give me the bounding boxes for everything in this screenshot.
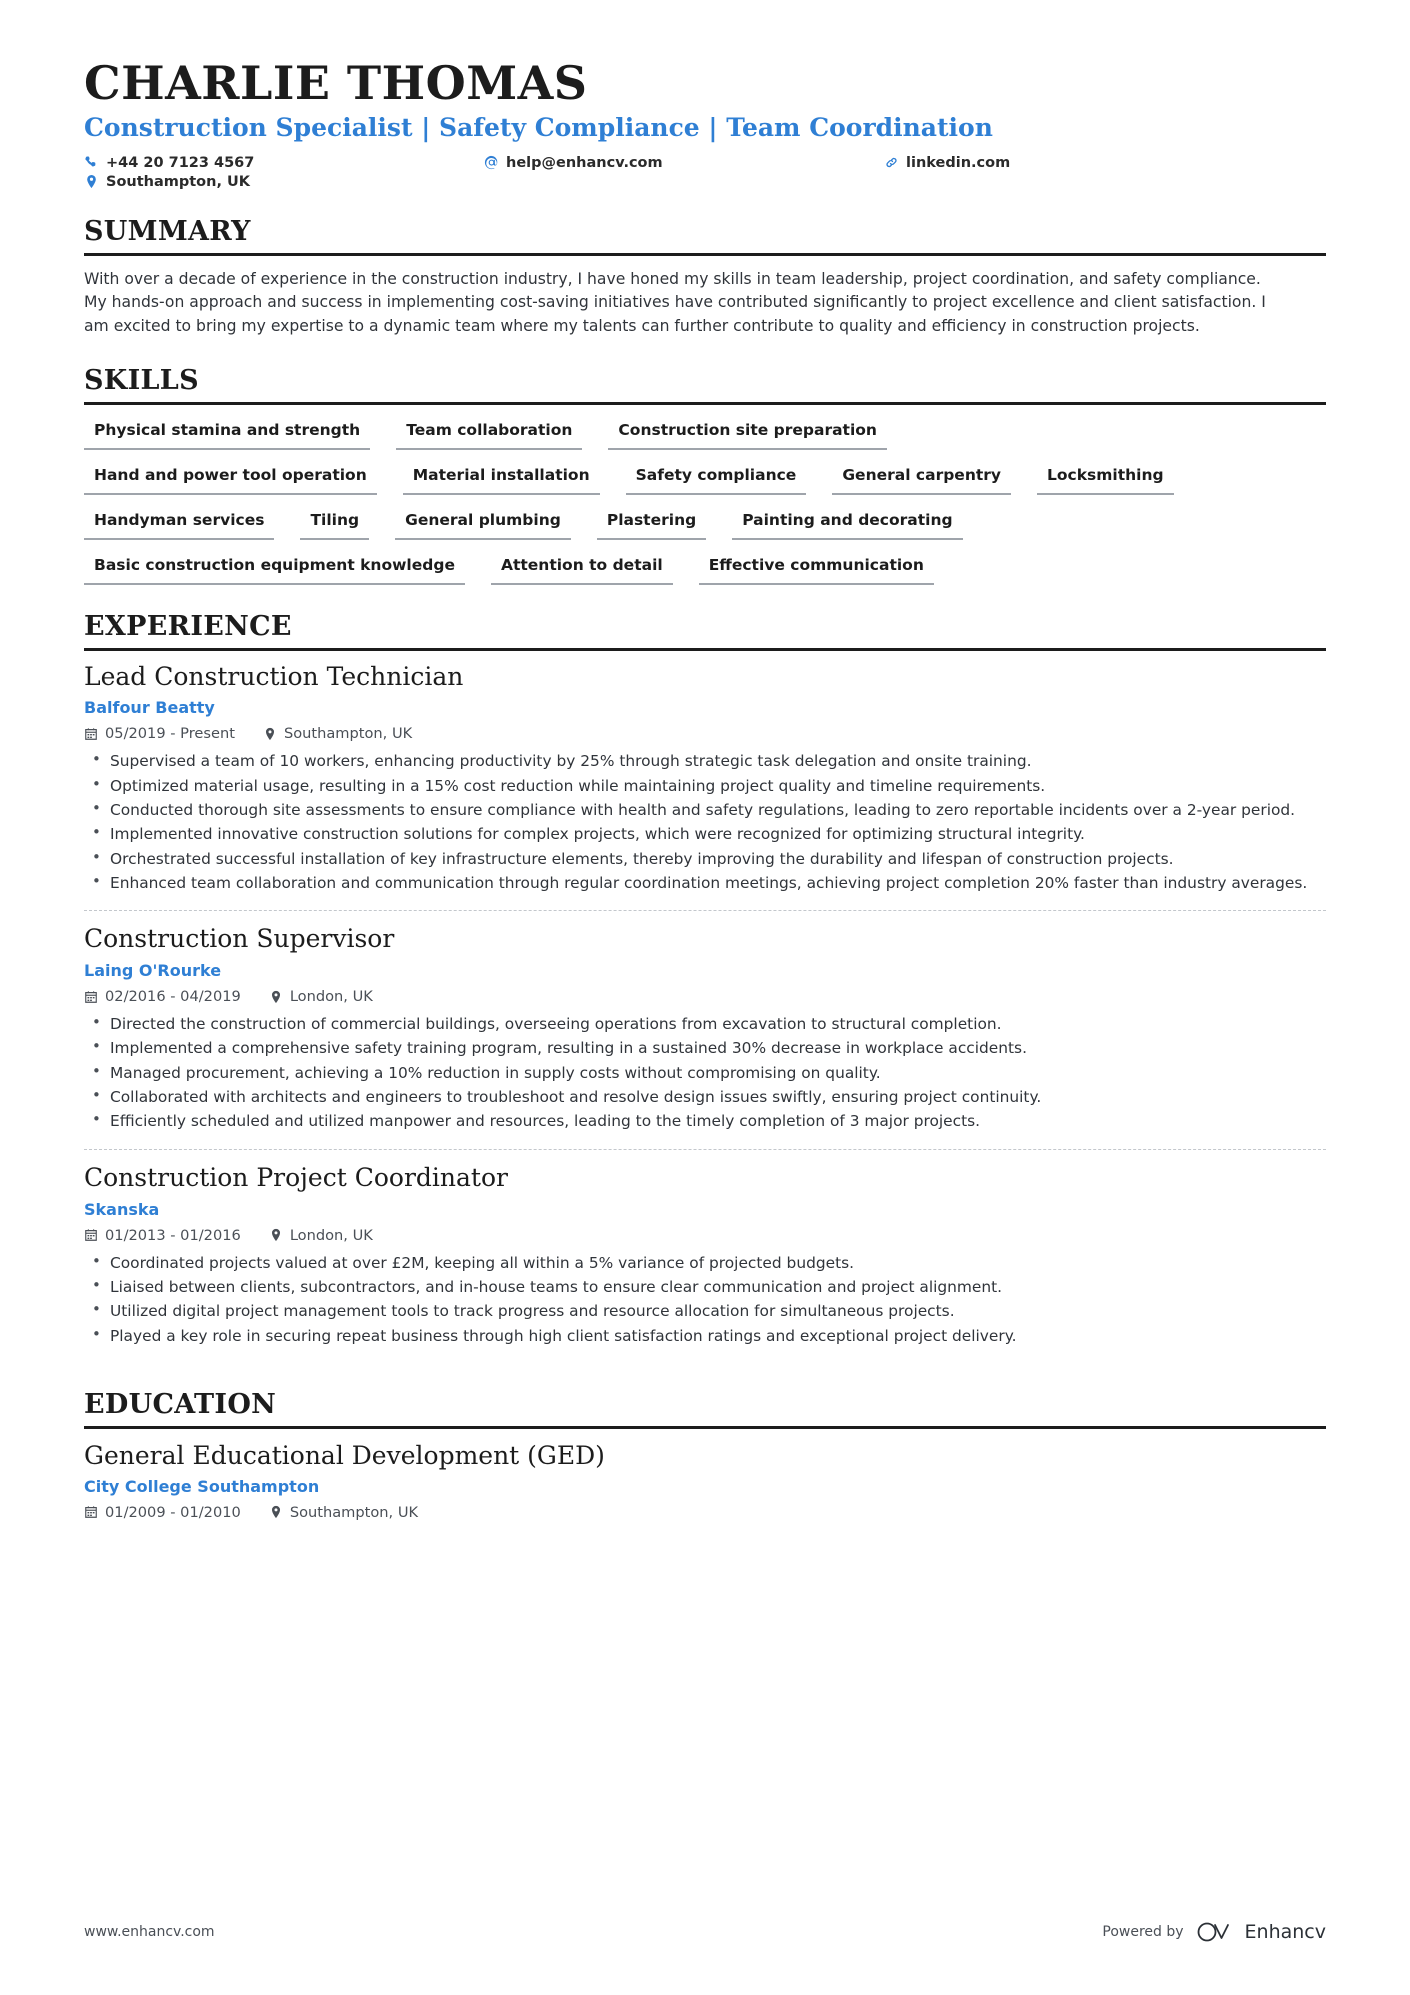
section-education bbox=[84, 1389, 1326, 1521]
job-bullet: • Implemented a comprehensive safety training program, resulting in a sustained 30% decrease in workplace accidents. bbox=[84, 1037, 1320, 1059]
section-divider bbox=[84, 402, 1326, 405]
job-location bbox=[269, 1227, 373, 1244]
powered-by-label: Powered by bbox=[1102, 1924, 1184, 1940]
section-skills bbox=[84, 365, 1326, 585]
footer-website[interactable]: www.enhancv.com bbox=[84, 1924, 215, 1940]
calendar-icon bbox=[84, 727, 98, 741]
skills-row bbox=[84, 552, 1326, 585]
skill-chip: General plumbing bbox=[395, 507, 571, 540]
contact-phone-text: +44 20 7123 4567 bbox=[106, 154, 255, 171]
job-bullet: • Enhanced team collaboration and communication through regular coordination meetings, achieving project completion 20% faster than industry averages. bbox=[84, 872, 1320, 894]
education-school[interactable]: City College Southampton bbox=[84, 1476, 320, 1496]
job-bullet: • Managed procurement, achieving a 10% reduction in supply costs without compromising on quality. bbox=[84, 1062, 1320, 1084]
job-bullet: • Collaborated with architects and engineers to troubleshoot and resolve design issues swiftly, ensuring project continuity. bbox=[84, 1086, 1320, 1108]
calendar-icon bbox=[84, 1505, 98, 1519]
skill-chip: Hand and power tool operation bbox=[84, 462, 377, 495]
job-bullet: • Directed the construction of commercial buildings, overseeing operations from excavation to structural completion. bbox=[84, 1013, 1320, 1035]
education-list bbox=[84, 1441, 1326, 1521]
skill-chip: General carpentry bbox=[832, 462, 1011, 495]
footer-branding bbox=[1102, 1921, 1326, 1943]
job-dates bbox=[84, 725, 235, 742]
job-bullets bbox=[84, 1013, 1326, 1133]
job-bullet: • Supervised a team of 10 workers, enhancing productivity by 25% through strategic task delegation and onsite training. bbox=[84, 750, 1320, 772]
job-company[interactable]: Laing O'Rourke bbox=[84, 961, 222, 981]
contact-phone bbox=[84, 155, 484, 171]
skill-chip: Handyman services bbox=[84, 507, 274, 540]
contact-linkedin-text: linkedin.com bbox=[906, 154, 1011, 171]
job-dates bbox=[84, 1227, 241, 1244]
skill-chip: Material installation bbox=[403, 462, 600, 495]
job-title: Lead Construction Technician bbox=[84, 661, 464, 691]
job-dates-text: 05/2019 - Present bbox=[105, 725, 235, 743]
candidate-name: CHARLIE THOMAS bbox=[84, 56, 588, 110]
contact-linkedin[interactable] bbox=[884, 155, 1184, 171]
job-location bbox=[263, 725, 412, 742]
education-location-text: Southampton, UK bbox=[289, 1503, 419, 1521]
skills-row bbox=[84, 417, 1326, 450]
skill-chip: Safety compliance bbox=[626, 462, 807, 495]
job-bullet: • Optimized material usage, resulting in a 15% cost reduction while maintaining project quality and timeline requirements. bbox=[84, 775, 1320, 797]
contact-email[interactable] bbox=[484, 155, 884, 171]
enhancv-mark-icon bbox=[1196, 1921, 1236, 1943]
education-meta bbox=[84, 1504, 1326, 1521]
skill-chip: Locksmithing bbox=[1037, 462, 1174, 495]
skills-list bbox=[84, 417, 1326, 585]
job-bullet: • Efficiently scheduled and utilized manpower and resources, leading to the timely completion of 3 major projects. bbox=[84, 1110, 1320, 1132]
job-title: Construction Supervisor bbox=[84, 924, 395, 954]
skill-chip: Basic construction equipment knowledge bbox=[84, 552, 465, 585]
job-bullets bbox=[84, 1252, 1326, 1347]
job-meta bbox=[84, 988, 1326, 1005]
section-title-skills: SKILLS bbox=[84, 364, 199, 396]
experience-list bbox=[84, 663, 1326, 1363]
contact-row-secondary bbox=[84, 174, 1326, 190]
experience-entry bbox=[84, 1149, 1326, 1363]
job-bullet: • Utilized digital project management tools to track progress and resource allocation for simultaneous projects. bbox=[84, 1300, 1320, 1322]
education-entry bbox=[84, 1441, 1326, 1521]
section-title-experience: EXPERIENCE bbox=[84, 610, 292, 642]
job-location-text: London, UK bbox=[289, 988, 373, 1006]
job-bullets bbox=[84, 750, 1326, 894]
contact-row-primary bbox=[84, 155, 1326, 171]
job-dates-text: 01/2013 - 01/2016 bbox=[105, 1226, 241, 1244]
job-bullet: • Liaised between clients, subcontractors, and in-house teams to ensure clear communication and project alignment. bbox=[84, 1276, 1320, 1298]
job-dates bbox=[84, 988, 241, 1005]
link-icon bbox=[884, 155, 899, 170]
job-bullet: • Implemented innovative construction solutions for complex projects, which were recognized for optimizing structural integrity. bbox=[84, 823, 1320, 845]
enhancv-logo bbox=[1196, 1921, 1326, 1943]
skill-chip: Plastering bbox=[597, 507, 706, 540]
contact-location-text: Southampton, UK bbox=[106, 173, 251, 190]
education-dates bbox=[84, 1504, 241, 1521]
job-location-text: Southampton, UK bbox=[283, 725, 413, 743]
skill-chip: Attention to detail bbox=[491, 552, 673, 585]
map-pin-icon bbox=[269, 1505, 283, 1519]
map-pin-icon bbox=[84, 174, 99, 189]
summary-text: With over a decade of experience in the construction industry, I have honed my skills in team leadership, project coordination, and safety compliance. My hands-on approach and success in implementing cost-saving initiatives have contributed significantly to project excellence and client satisfaction. I am excited to bring my expertise to a dynamic team where my talents can further contribute to quality and efficiency in construction projects. bbox=[84, 269, 1266, 335]
education-dates-text: 01/2009 - 01/2010 bbox=[105, 1503, 241, 1521]
map-pin-icon bbox=[269, 990, 283, 1004]
contact-email-text: help@enhancv.com bbox=[506, 154, 663, 171]
calendar-icon bbox=[84, 990, 98, 1004]
phone-icon bbox=[84, 155, 99, 170]
skill-chip: Painting and decorating bbox=[732, 507, 962, 540]
job-bullet: • Coordinated projects valued at over £2M, keeping all within a 5% variance of projected budgets. bbox=[84, 1252, 1320, 1274]
job-bullet: • Conducted thorough site assessments to ensure compliance with health and safety regulations, leading to zero reportable incidents over a 2-year period. bbox=[84, 799, 1320, 821]
contact-location bbox=[84, 174, 484, 190]
education-location bbox=[269, 1504, 418, 1521]
education-degree: General Educational Development (GED) bbox=[84, 1440, 605, 1470]
job-company[interactable]: Skanska bbox=[84, 1199, 160, 1219]
section-divider bbox=[84, 1426, 1326, 1429]
resume-header bbox=[84, 58, 1326, 190]
page-footer bbox=[84, 1921, 1326, 1943]
skills-row bbox=[84, 462, 1326, 495]
skill-chip: Physical stamina and strength bbox=[84, 417, 370, 450]
section-experience bbox=[84, 611, 1326, 1363]
job-company[interactable]: Balfour Beatty bbox=[84, 698, 215, 718]
section-divider bbox=[84, 253, 1326, 256]
job-title: Construction Project Coordinator bbox=[84, 1162, 508, 1192]
section-title-education: EDUCATION bbox=[84, 1388, 277, 1420]
map-pin-icon bbox=[269, 1228, 283, 1242]
skill-chip: Effective communication bbox=[699, 552, 934, 585]
section-summary bbox=[84, 216, 1326, 339]
section-divider bbox=[84, 648, 1326, 651]
map-pin-icon bbox=[263, 727, 277, 741]
job-dates-text: 02/2016 - 04/2019 bbox=[105, 988, 241, 1006]
calendar-icon bbox=[84, 1228, 98, 1242]
job-location-text: London, UK bbox=[289, 1226, 373, 1244]
section-title-summary: SUMMARY bbox=[84, 215, 251, 247]
job-location bbox=[269, 988, 373, 1005]
skill-chip: Construction site preparation bbox=[608, 417, 887, 450]
experience-entry bbox=[84, 910, 1326, 1148]
job-meta bbox=[84, 1227, 1326, 1244]
job-bullet: • Orchestrated successful installation of key infrastructure elements, thereby improving the durability and lifespan of construction projects. bbox=[84, 848, 1320, 870]
experience-entry bbox=[84, 663, 1326, 911]
enhancv-wordmark: Enhancv bbox=[1244, 1921, 1326, 1943]
email-at-icon bbox=[484, 155, 499, 170]
job-meta bbox=[84, 725, 1326, 742]
skill-chip: Team collaboration bbox=[396, 417, 582, 450]
skills-row bbox=[84, 507, 1326, 540]
candidate-headline: Construction Specialist | Safety Compliance | Team Coordination bbox=[84, 112, 993, 142]
skill-chip: Tiling bbox=[300, 507, 369, 540]
job-bullet: • Played a key role in securing repeat business through high client satisfaction ratings and exceptional project delivery. bbox=[84, 1325, 1320, 1347]
